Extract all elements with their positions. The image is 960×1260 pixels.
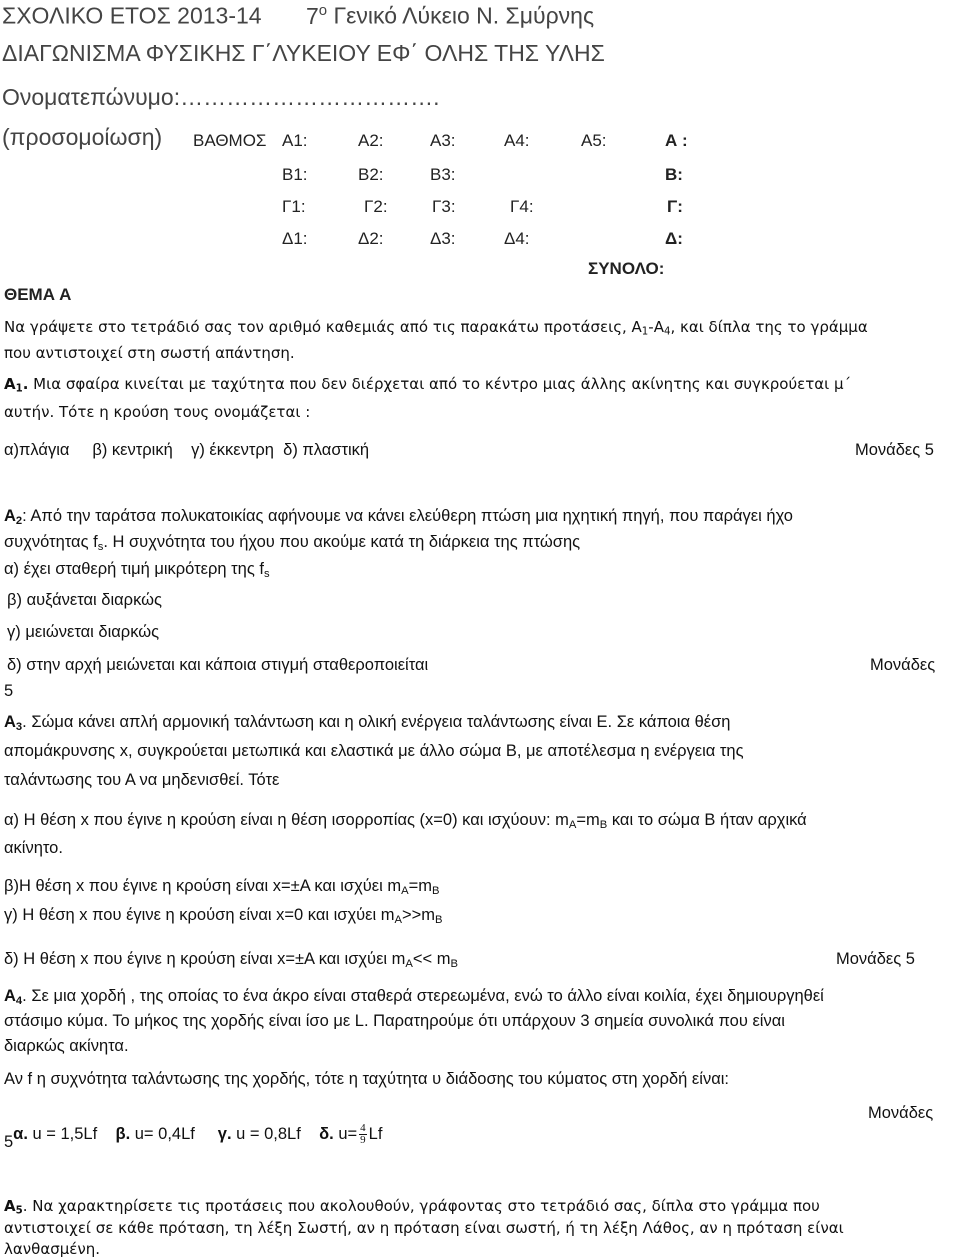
- a5-line-3: λανθασμένη.: [4, 1240, 101, 1258]
- a2-marks-word: Μονάδες: [870, 656, 936, 674]
- a1-label: Α: [4, 375, 16, 393]
- theme-intro-line-2: που αντιστοιχεί στη σωστή απάντηση.: [4, 344, 295, 362]
- a4-opt-b-label: β.: [115, 1124, 131, 1143]
- a2-option-d: δ) στην αρχή μειώνεται και κάποια στιγμή σταθεροποιείται: [7, 656, 429, 674]
- a2-label: Α: [4, 507, 16, 525]
- a4-opt-c-label: γ.: [217, 1124, 232, 1143]
- grade-g3: Γ3:: [432, 197, 456, 216]
- grade-g1: Γ1:: [282, 197, 306, 216]
- a4-line-1: $A_4$. Σε μια χορδή , της οποίας το ένα άκρο είναι σταθερά στερεωμένα, ενώ το άλλο είναι κοιλία, έχει δημιουργηθεί: [4, 987, 824, 1007]
- grade-label: ΒΑΘΜΟΣ: [193, 131, 267, 150]
- a5-line-2: αντιστοιχεί σε κάθε πρόταση, τη λέξη Σωστή, αν η πρόταση είναι σωστή, ή τη λέξη Λάθος, αν η πρόταση είναι: [4, 1219, 844, 1237]
- a4-opt-a-label: α.: [13, 1124, 28, 1143]
- a3-line-1: $A_3$. Σώμα κάνει απλή αρμονική ταλάντωση και η ολική ενέργεια ταλάντωσης είναι Ε. Σε κάποια θέση: [4, 713, 731, 733]
- a2-option-c: γ) μειώνεται διαρκώς: [7, 623, 160, 641]
- grade-d2: Δ2:: [358, 229, 384, 248]
- grade-a5: Α5:: [581, 131, 607, 150]
- a4-line-4: Αν f η συχνότητα ταλάντωσης της χορδής, τότε η ταχύτητα υ διάδοσης του κύματος στη χορδή είναι:: [4, 1070, 729, 1088]
- school-name: Γενικό Λύκειο Ν. Σμύρνης: [333, 2, 595, 29]
- header-line-1: [2, 2, 594, 30]
- a2-line-2: συχνότητας $f_s$. Η συχνότητα του ήχου που ακούμε κατά τη διάρκεια της πτώσης: [4, 533, 581, 553]
- grade-b2: Β2:: [358, 165, 384, 184]
- grade-g4: Γ4:: [510, 197, 534, 216]
- grade-d3: Δ3:: [430, 229, 456, 248]
- a1-line-2: αυτήν. Τότε η κρούση τους ονομάζεται :: [4, 403, 311, 421]
- grade-a-total: Α :: [665, 131, 688, 150]
- a4-opt-d-label: δ.: [319, 1124, 334, 1143]
- a5-line-1: $A_5$. Να χαρακτηρίσετε τις προτάσεις που ακολουθούν, γράφοντας στο τετράδιό σας, δίπλα στο γράμμα που: [4, 1197, 820, 1217]
- a2-marks-num: 5: [4, 682, 14, 700]
- a3-option-a-cont: ακίνητο.: [4, 839, 63, 857]
- grade-d1: Δ1:: [282, 229, 308, 248]
- a3-option-b: β)Η θέση x που έγινε η κρούση είναι x=±Α και ισχύει $m_A=m_B$: [4, 877, 440, 897]
- a1-marks: Μονάδες 5: [855, 441, 934, 459]
- grade-g2: Γ2:: [364, 197, 388, 216]
- school-num: 7: [305, 2, 319, 29]
- name-label: Ονοματεπώνυμο:…………………………….: [2, 84, 440, 110]
- exam-title: ΔΙΑΓΩΝΙΣΜΑ ΦΥΣΙΚΗΣ Γ΄ΛΥΚΕΙΟΥ ΕΦ΄ ΟΛΗΣ ΤΗΣ ΥΛΗΣ: [2, 40, 605, 66]
- school-year: ΣΧΟΛΙΚΟ ΕΤΟΣ 2013-14: [2, 2, 262, 29]
- grade-a1: Α1:: [282, 131, 308, 150]
- grade-b3: Β3:: [430, 165, 456, 184]
- a5-label: Α: [4, 1197, 16, 1215]
- grade-a2: Α2:: [358, 131, 384, 150]
- a3-line-2: απομάκρυνσης x, συγκρούεται μετωπικά και ελαστικά με άλλο σώμα Β, με αποτέλεσμα η ενέργεια της: [4, 742, 744, 760]
- a1-options: α)πλάγια β) κεντρική γ) έκκεντρη δ) πλαστική: [4, 441, 370, 459]
- grade-b-total: Β:: [665, 165, 683, 184]
- a4-marks-word: Μονάδες: [868, 1104, 934, 1122]
- a4-label: Α: [4, 987, 16, 1005]
- grade-a3: Α3:: [430, 131, 456, 150]
- school-sup: ο: [318, 2, 328, 19]
- a3-marks: Μονάδες 5: [836, 950, 915, 968]
- theme-title: ΘΕΜΑ Α: [4, 285, 72, 304]
- a4-line-3: διαρκώς ακίνητα.: [4, 1037, 129, 1055]
- grade-d-total: Δ:: [665, 229, 683, 248]
- a4-options: α. u = 1,5Lf β. u= 0,4Lf γ. u = 0,8Lf δ. u= $\frac{4}{9}$ Lf: [13, 1122, 383, 1146]
- a3-line-3: ταλάντωσης του Α να μηδενισθεί. Τότε: [4, 771, 280, 789]
- grade-b1: Β1:: [282, 165, 308, 184]
- a3-option-d: δ) Η θέση x που έγινε η κρούση είναι x=±Α και ισχύει $m_A<< m_B$: [4, 950, 458, 970]
- a3-option-c: γ) Η θέση x που έγινε η κρούση είναι x=0 και ισχύει $m_A>>m_B$: [4, 906, 443, 926]
- a2-option-b: β) αυξάνεται διαρκώς: [7, 591, 162, 609]
- grade-g-total: Γ:: [667, 197, 683, 216]
- simulation-label: (προσομοίωση): [2, 124, 163, 150]
- theme-intro-line-1: Να γράψετε στο τετράδιό σας τον αριθμό καθεμιάς από τις παρακάτω προτάσεις, $A_1-A_4$, και δίπλα της το γράμμα: [4, 318, 868, 338]
- a3-option-a: α) Η θέση x που έγινε η κρούση είναι η θέση ισορροπίας (x=0) και ισχύουν: $m_A=m_B$ και το σώμα Β ήταν αρχικά: [4, 811, 807, 831]
- grade-d4: Δ4:: [504, 229, 530, 248]
- a2-option-a: α) έχει σταθερή τιμή μικρότερη της $f_s$: [4, 560, 270, 580]
- a4-fraction: $\frac{4}{9}$: [360, 1122, 366, 1146]
- a1-line-1: $A_1$. Μια σφαίρα κινείται με ταχύτητα που δεν διέρχεται από το κέντρο μιας άλλης ακίνητης και συγκρούεται μ΄: [4, 375, 852, 395]
- a3-label: Α: [4, 713, 16, 731]
- a2-line-1: $A_2$: Από την ταράτσα πολυκατοικίας αφήνουμε να κάνει ελεύθερη πτώση μια ηχητική πηγή, που παράγει ήχο: [4, 507, 793, 527]
- a4-marks-num: 5: [4, 1133, 14, 1151]
- grade-a4: Α4:: [504, 131, 530, 150]
- grade-total: ΣΥΝΟΛΟ:: [588, 259, 665, 278]
- a4-line-2: στάσιμο κύμα. Το μήκος της χορδής είναι ίσο με L. Παρατηρούμε ότι υπάρχουν 3 σημεία συνολικά που είναι: [4, 1012, 785, 1030]
